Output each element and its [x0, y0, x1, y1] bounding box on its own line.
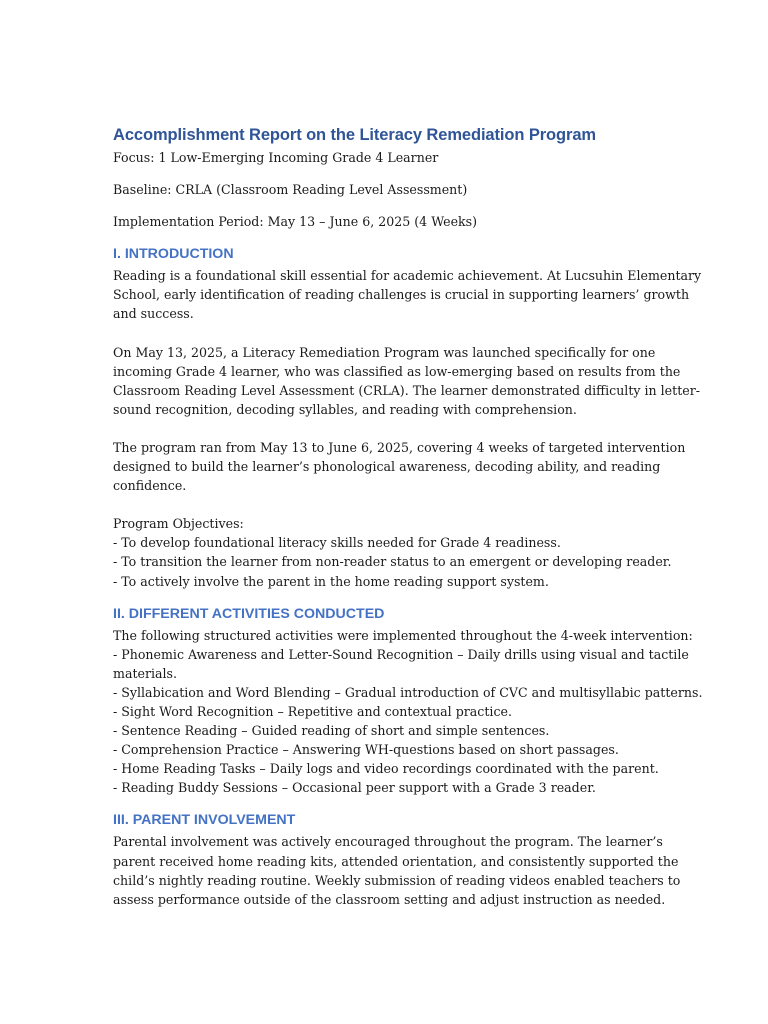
- paragraph-line: Parental involvement was actively encouraged throughout the program. The learner’s: [113, 834, 663, 850]
- paragraph-line: assess performance outside of the classroom setting and adjust instruction as needed.: [113, 891, 666, 907]
- activity-item: - Sight Word Recognition – Repetitive and contextual practice.: [113, 703, 512, 719]
- paragraph-line: On May 13, 2025, a Literacy Remediation Program was launched specifically for one: [113, 344, 656, 360]
- implementation-period-line: Implementation Period: May 13 – June 6, 2025 (4 Weeks): [113, 214, 478, 230]
- program-objectives: [113, 514, 672, 590]
- baseline-line: Baseline: CRLA (Classroom Reading Level Assessment): [113, 182, 468, 198]
- focus-line: Focus: 1 Low-Emerging Incoming Grade 4 Learner: [113, 150, 439, 165]
- activities-intro: The following structured activities were implemented throughout the 4-week intervention:: [113, 627, 693, 643]
- parent-involvement-heading: III. PARENT INVOLVEMENT: [113, 812, 296, 829]
- introduction-paragraph-3: [113, 438, 686, 495]
- activity-item: - Syllabication and Word Blending – Gradual introduction of CVC and multisyllabic patterns.: [113, 684, 703, 700]
- activity-item: - Comprehension Practice – Answering WH-questions based on short passages.: [113, 742, 619, 758]
- objective-item: - To develop foundational literacy skills needed for Grade 4 readiness.: [113, 535, 561, 551]
- activities-list: [113, 626, 703, 798]
- paragraph-line: child’s nightly reading routine. Weekly submission of reading videos enabled teachers to: [113, 872, 681, 888]
- document-title: Accomplishment Report on the Literacy Remediation Program: [113, 126, 596, 144]
- paragraph-line: designed to build the learner’s phonological awareness, decoding ability, and reading: [113, 459, 661, 475]
- paragraph-line: sound recognition, decoding syllables, and reading with comprehension.: [113, 401, 577, 417]
- activities-heading: II. DIFFERENT ACTIVITIES CONDUCTED: [113, 605, 385, 622]
- paragraph-line: Classroom Reading Level Assessment (CRLA). The learner demonstrated difficulty in letter-: [113, 382, 700, 398]
- activity-item: - Reading Buddy Sessions – Occasional peer support with a Grade 3 reader.: [113, 780, 596, 796]
- paragraph-line: School, early identification of reading challenges is crucial in supporting learners’ growth: [113, 287, 690, 303]
- paragraph-line: Reading is a foundational skill essential for academic achievement. At Lucsuhin Elementary: [113, 268, 702, 284]
- objective-item: - To actively involve the parent in the home reading support system.: [113, 573, 549, 589]
- introduction-paragraph-1: [113, 266, 702, 323]
- objectives-label: Program Objectives:: [113, 516, 244, 532]
- activity-item: - Phonemic Awareness and Letter-Sound Recognition – Daily drills using visual and tactile: [113, 646, 689, 662]
- paragraph-line: confidence.: [113, 478, 187, 494]
- objective-item: - To transition the learner from non-reader status to an emergent or developing reader.: [113, 554, 672, 570]
- parent-involvement-paragraph: [113, 832, 681, 908]
- paragraph-line: parent received home reading kits, attended orientation, and consistently supported the: [113, 853, 679, 869]
- activity-item-continued: materials.: [113, 665, 178, 681]
- paragraph-line: and success.: [113, 306, 194, 322]
- paragraph-line: incoming Grade 4 learner, who was classified as low-emerging based on results from the: [113, 363, 681, 379]
- paragraph-line: The program ran from May 13 to June 6, 2025, covering 4 weeks of targeted intervention: [113, 439, 686, 455]
- introduction-heading: I. INTRODUCTION: [113, 246, 234, 263]
- introduction-paragraph-2: [113, 343, 700, 419]
- activity-item: - Home Reading Tasks – Daily logs and video recordings coordinated with the parent.: [113, 761, 659, 777]
- activity-item: - Sentence Reading – Guided reading of short and simple sentences.: [113, 723, 550, 739]
- document-content: [113, 124, 703, 928]
